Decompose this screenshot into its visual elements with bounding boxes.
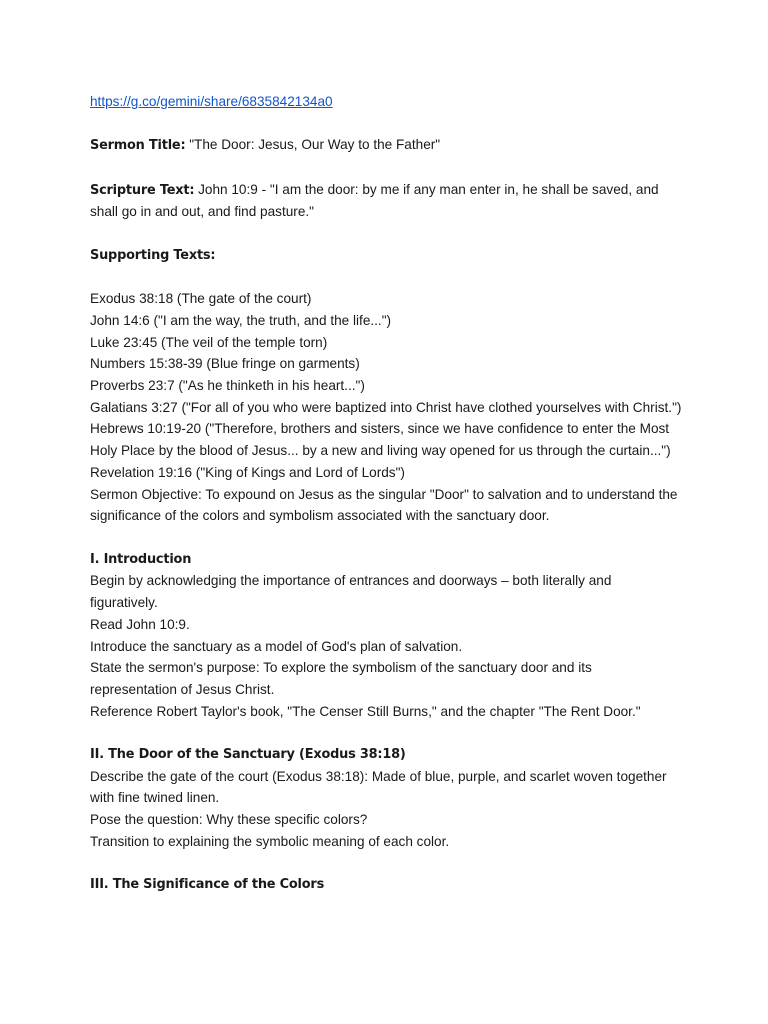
share-link[interactable]: https://g.co/gemini/share/6835842134a0 xyxy=(90,94,333,109)
section-line: Begin by acknowledging the importance of entrances and doorways – both literally and figuratively. xyxy=(90,573,612,611)
section-line: Read John 10:9. xyxy=(90,616,190,632)
supporting-text-item: Numbers 15:38-39 (Blue fringe on garments) xyxy=(90,356,360,372)
supporting-texts-heading: Supporting Texts: xyxy=(90,247,216,263)
sermon-title-value: "The Door: Jesus, Our Way to the Father" xyxy=(185,137,441,153)
section-line: Pose the question: Why these specific colors? xyxy=(90,812,368,828)
supporting-text-item: Exodus 38:18 (The gate of the court) xyxy=(90,291,312,307)
scripture-text-line xyxy=(90,179,682,223)
sermon-title-line xyxy=(90,134,682,157)
supporting-text-item: Galatians 3:27 ("For all of you who were baptized into Christ have clothed yourselves with Christ.") xyxy=(90,399,682,415)
sermon-objective: Sermon Objective: To expound on Jesus as the singular "Door" to salvation and to understand the significance of the colors and symbolism associated with the sanctuary door. xyxy=(90,486,678,524)
section-line: Describe the gate of the court (Exodus 38:18): Made of blue, purple, and scarlet woven together with fine twined linen. xyxy=(90,768,667,806)
supporting-text-item: Proverbs 23:7 ("As he thinketh in his heart...") xyxy=(90,378,365,394)
supporting-text-item: Hebrews 10:19-20 ("Therefore, brothers and sisters, since we have confidence to enter the Most Holy Place by the blood of Jesus... by a new and living way opened for us through the curtain...") xyxy=(90,421,671,459)
supporting-text-item: John 14:6 ("I am the way, the truth, and the life...") xyxy=(90,312,392,328)
supporting-text-item: Luke 23:45 (The veil of the temple torn) xyxy=(90,334,328,350)
scripture-text-label: Scripture Text: xyxy=(90,182,195,198)
section-line: Introduce the sanctuary as a model of God's plan of salvation. xyxy=(90,638,463,654)
section-line: Reference Robert Taylor's book, "The Censer Still Burns," and the chapter "The Rent Door." xyxy=(90,703,641,719)
section-heading-door: II. The Door of the Sanctuary (Exodus 38:18) xyxy=(90,747,406,762)
section-heading-introduction: I. Introduction xyxy=(90,551,192,567)
sermon-title-label: Sermon Title: xyxy=(90,138,186,154)
document-page xyxy=(90,91,682,896)
section-line: Transition to explaining the symbolic meaning of each color. xyxy=(90,833,450,849)
section-heading-colors: III. The Significance of the Colors xyxy=(90,877,325,893)
section-line: State the sermon's purpose: To explore the symbolism of the sanctuary door and its representation of Jesus Christ. xyxy=(90,660,592,697)
supporting-text-item: Revelation 19:16 ("King of Kings and Lord of Lords") xyxy=(90,464,405,480)
scripture-text-value: John 10:9 - "I am the door: by me if any man enter in, he shall be saved, and shall go in and out, and find pasture." xyxy=(90,181,659,220)
